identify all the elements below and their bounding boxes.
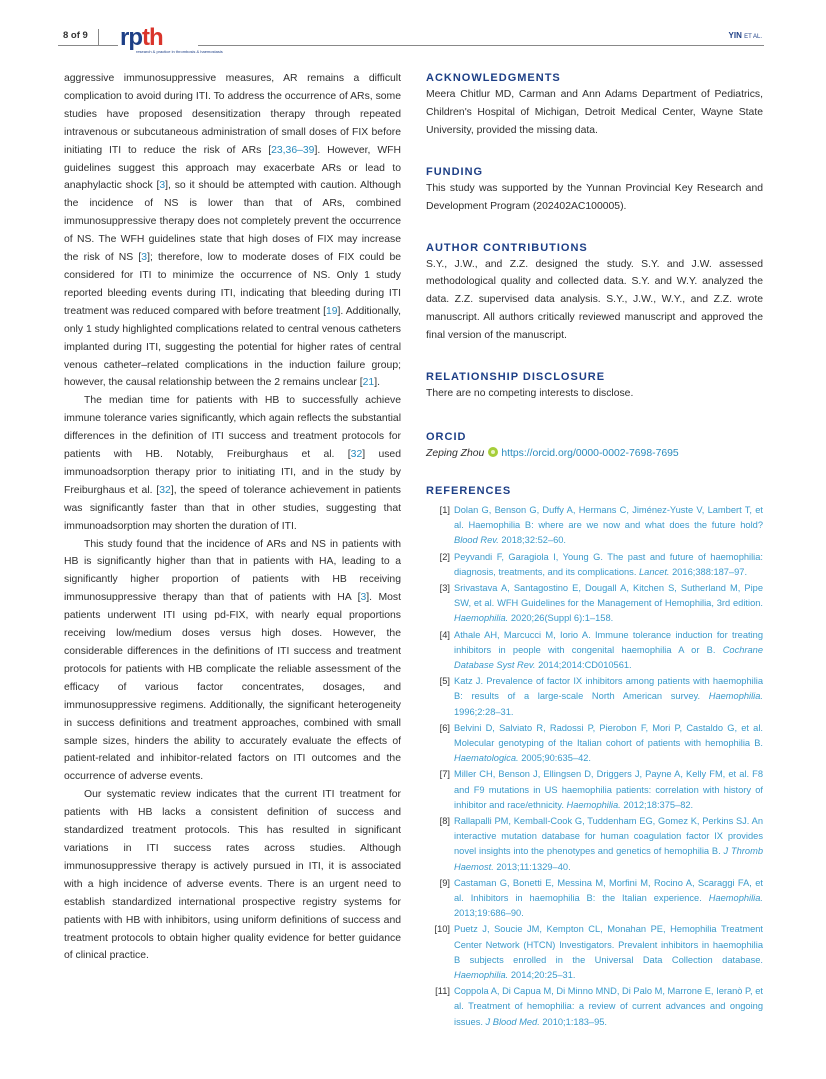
acknowledgments-section bbox=[426, 70, 763, 140]
reference-details: 2013;11:1329–40. bbox=[493, 861, 571, 872]
page-number: 8 of 9 bbox=[63, 30, 88, 41]
reference-text: Athale AH, Marcucci M, Iorio A. Immune tolerance induction for treating inhibitors in people with congenital haemophilia A or B. bbox=[454, 629, 763, 655]
reference-item[interactable] bbox=[426, 503, 763, 549]
paragraph-text: ]. Most patients underwent ITI using pd-FIX, with nearly equal proportions receiving low/medium doses versus high doses. However, the considerable differences in the definitions of ITI success and treatment protocols for patients with HB complicate the reliable assessment of the efficacy of various factor concentrates, dosages, and immunosuppressive regimens. Additionally, the significant heterogeneity in success definitions and treatment approaches, combined with small sample sizes, hinders the ability to accurately evaluate the effects of patient-related and inhibitor-related factors on ITI outcomes and the occurrence of adverse events. bbox=[64, 592, 401, 783]
section-heading: ORCID bbox=[426, 430, 467, 443]
section-heading: ACKNOWLEDGMENTS bbox=[426, 72, 561, 84]
reference-item[interactable] bbox=[426, 674, 763, 720]
reference-details: 2018;32:52–60. bbox=[498, 535, 567, 546]
page-header bbox=[0, 0, 826, 70]
paragraph-text: Our systematic review indicates that the current ITI treatment for patients with HB lacks a consistent definition of success and standardized treatment protocols. This has resulted in significant variations in ITI success rates across studies. Although immunosuppressive therapy is actively pursued in ITI, it is associated with a high incidence of adverse events. There is an urgent need to establish standardized international prospective registry systems for patients with HB with inhibitors, using uniform definitions of success and treatment protocols to obtain higher quality evidence for better guidance of clinical practice. bbox=[64, 789, 401, 962]
reference-details: 2014;20:25–31. bbox=[508, 970, 576, 981]
reference-item[interactable] bbox=[426, 984, 763, 1030]
section-heading: FUNDING bbox=[426, 165, 484, 178]
reference-journal: Haemophilia. bbox=[454, 613, 509, 624]
left-column bbox=[64, 70, 401, 965]
running-head bbox=[729, 31, 762, 40]
reference-number: [9] bbox=[439, 877, 450, 888]
reference-journal: Blood Rev. bbox=[454, 535, 499, 546]
reference-number: [8] bbox=[439, 816, 450, 827]
reference-item[interactable] bbox=[426, 922, 763, 983]
paragraph-text: ], so it should be attempted with caution. Although the incidence of NS is lower than that of ARs, combined immunosuppressive therapy does not completely prevent the occurrence of NS. The WFH guidelines state that high doses of FIX may increase the risk of NS [ bbox=[64, 180, 401, 264]
reference-details: 2010;1:183–95. bbox=[539, 1016, 608, 1027]
orcid-icon bbox=[488, 447, 498, 457]
references-list bbox=[426, 503, 763, 1030]
reference-text: Katz J. Prevalence of factor IX inhibitors among patients with haemophilia B: results of a large-scale North American survey. bbox=[454, 676, 763, 702]
reference-details: 2012;18:375–82. bbox=[620, 799, 694, 810]
reference-journal: Haemophilia. bbox=[708, 691, 763, 702]
relationship-disclosure-section bbox=[426, 369, 763, 403]
reference-number: [10] bbox=[434, 924, 450, 935]
disclosure-text: There are no competing interests to disclose. bbox=[426, 388, 634, 400]
paragraph-text: ], the speed of tolerance achievement in patients was significantly faster than that in other studies, suggesting that immunoadsorption may shorten the duration of ITI. bbox=[64, 484, 401, 532]
reference-details: 2013;19:686–90. bbox=[454, 908, 524, 919]
header-rule-right bbox=[198, 45, 764, 46]
reference-text: Dolan G, Benson G, Duffy A, Hermans C, Jiménez-Yuste V, Lambert T, et al. Haemophilia B: where are we now and what does the future hold? bbox=[454, 504, 763, 531]
section-heading: REFERENCES bbox=[426, 484, 512, 497]
citation-link[interactable]: 21 bbox=[362, 377, 375, 389]
reference-details: 2014;2014:CD010561. bbox=[535, 660, 632, 670]
reference-text: Srivastava A, Santagostino E, Dougall A, Kitchen S, Sutherland M, Pipe SW, et al. WFH Guidelines for the Management of Hemophilia, 3rd edition. bbox=[454, 582, 763, 609]
reference-journal: Cochrane Database Syst Rev. bbox=[454, 644, 763, 670]
paragraph-text: ]. Additionally, only 1 study highlighted complications related to central venous catheters implanted during ITI, suggesting the potential for higher rates of central venous catheter–related complications in the induction failure group; however, the causal relationship between the 2 remains unclear [ bbox=[64, 305, 401, 389]
reference-journal: J Blood Med. bbox=[485, 1016, 540, 1027]
funding-section bbox=[426, 164, 763, 216]
running-head-author: YIN bbox=[728, 31, 742, 40]
reference-number: [4] bbox=[439, 629, 450, 640]
reference-text: Peyvandi F, Garagiola I, Young G. The past and future of haemophilia: diagnosis, treatments, and its complications. bbox=[454, 551, 763, 577]
orcid-author-name: Zeping Zhou bbox=[426, 447, 485, 459]
reference-text: Coppola A, Di Capua M, Di Minno MND, Di Palo M, Marrone E, Ieranò P, et al. Treatment of hemophilia: a review of current advances and ongoing issues. bbox=[454, 986, 763, 1027]
citation-link[interactable]: 32 bbox=[159, 484, 171, 496]
acknowledgments-text: Meera Chitlur MD, Carman and Ann Adams Department of Pediatrics, Children's Hospital of Michigan, Detroit Medical Center, Wayne State University, provided the missing data. bbox=[426, 89, 763, 136]
journal-logo bbox=[120, 26, 223, 54]
reference-number: [7] bbox=[439, 769, 450, 780]
reference-journal: Haemophilia. bbox=[708, 893, 763, 904]
reference-item[interactable] bbox=[426, 550, 763, 580]
header-separator bbox=[98, 29, 99, 45]
reference-journal: Haematologica. bbox=[454, 753, 519, 764]
reference-details: 1996;2:28–31. bbox=[454, 706, 514, 717]
author-contributions-text: S.Y., J.W., and Z.Z. designed the study. S.Y. and J.W. assessed methodological quality and collected data. S.Y. and W.Y. analyzed the data. Z.Z. supervised data analysis. S.Y., J.W., W.Y., and Z.Z. wrote manuscript. All authors critically reviewed manuscript and approved the final version of the manuscript. bbox=[426, 258, 763, 342]
author-contributions-section bbox=[426, 240, 763, 346]
paragraph-text: This study found that the incidence of ARs and NS in patients with HB is significantly higher than that in patients with HA, leading to a significantly higher proportion of patients with HB receiving immunosuppressive therapy than that of patients with HA [ bbox=[64, 538, 401, 604]
paragraph-text: ] used immunoadsorption therapy prior to initiating ITI, and in the study by Freiburghaus et al. [ bbox=[64, 449, 401, 496]
right-column bbox=[426, 70, 763, 1031]
reference-text: Rallapalli PM, Kemball-Cook G, Tuddenham EG, Gomez K, Perkins SJ. An interactive mutation database for human coagulation factor IX provides novel insights into the phenotypes and genetics of hemophilia B. bbox=[454, 816, 763, 857]
body-paragraph bbox=[64, 392, 401, 535]
reference-number: [3] bbox=[439, 582, 450, 593]
reference-journal: Haemophilia. bbox=[454, 970, 509, 981]
section-heading: RELATIONSHIP DISCLOSURE bbox=[426, 371, 606, 384]
citation-link[interactable]: 3 bbox=[360, 592, 367, 604]
reference-details: 2005;90:635–42. bbox=[518, 753, 591, 764]
reference-text: Castaman G, Bonetti E, Messina M, Morfini M, Rocino A, Scaraggi FA, et al. Inhibitors in haemophilia B: the Italian experience. bbox=[454, 877, 763, 904]
reference-details: 2020;26(Suppl 6):1–158. bbox=[508, 613, 614, 624]
reference-item[interactable] bbox=[426, 628, 763, 674]
paragraph-text: ]. However, WFH guidelines suggest this approach may exacerbate ARs or lead to anaphylactic shock [ bbox=[64, 144, 401, 192]
running-head-suffix: ET AL. bbox=[744, 34, 762, 40]
reference-item[interactable] bbox=[426, 814, 763, 875]
reference-journal: J Thromb Haemost. bbox=[454, 846, 763, 872]
orcid-entry bbox=[426, 445, 763, 463]
references-section bbox=[426, 483, 763, 1030]
paragraph-text: ]; therefore, low to moderate doses of FIX could be considered for ITI to minimize the occurrence of NS. Only 1 study reported bleeding events during ITI, indicating that bleeding during ITI treatment was reduced compared with before treatment [ bbox=[64, 252, 402, 317]
reference-journal: Haemophilia. bbox=[566, 799, 621, 810]
logo-text-th: th bbox=[142, 24, 163, 51]
reference-item[interactable] bbox=[426, 581, 763, 627]
reference-item[interactable] bbox=[426, 721, 763, 767]
body-paragraph bbox=[64, 536, 401, 787]
citation-link[interactable]: 32 bbox=[350, 449, 363, 461]
orcid-section bbox=[426, 429, 763, 463]
citation-link[interactable]: 3 bbox=[141, 252, 148, 264]
body-paragraph bbox=[64, 786, 401, 965]
orcid-link[interactable]: https://orcid.org/0000-0002-7698-7695 bbox=[501, 447, 679, 459]
reference-number: [1] bbox=[439, 504, 450, 515]
header-rule-left bbox=[58, 45, 118, 46]
funding-text: This study was supported by the Yunnan Provincial Key Research and Development Program (202402AC100005). bbox=[426, 182, 763, 212]
citation-link[interactable]: 19 bbox=[325, 305, 338, 317]
citation-link[interactable]: 3 bbox=[159, 180, 166, 192]
reference-number: [11] bbox=[435, 986, 450, 997]
reference-text: Belvini D, Salviato R, Radossi P, Pierobon F, Mori P, Castaldo G, et al. Molecular genotyping of the Italian cohort of patients with hemophilia B. bbox=[454, 722, 763, 749]
reference-item[interactable] bbox=[426, 876, 763, 922]
reference-text: Miller CH, Benson J, Ellingsen D, Driggers J, Payne A, Kelly FM, et al. F8 and F9 mutations in US haemophilia patients: correlation with history of inhibitor and race/ethnicity. bbox=[454, 769, 763, 810]
paragraph-text: aggressive immunosuppressive measures, AR remains a difficult complication to avoid during ITI. To address the occurrence of ARs, some studies have proposed desensitization therapy through repeated intravenous or subcutaneous administration of small doses of FIX before initiating ITI to reduce the risk of ARs [ bbox=[64, 73, 401, 156]
reference-details: 2016;388:187–97. bbox=[669, 566, 748, 577]
reference-journal: Lancet. bbox=[639, 566, 670, 577]
reference-item[interactable] bbox=[426, 767, 763, 813]
logo-subtitle: research & practice in thrombosis & haemostasis bbox=[136, 49, 223, 54]
paragraph-text: ]. bbox=[374, 377, 380, 389]
body-paragraph bbox=[64, 70, 401, 392]
reference-number: [6] bbox=[439, 722, 450, 733]
section-heading: AUTHOR CONTRIBUTIONS bbox=[426, 241, 588, 254]
reference-number: [5] bbox=[439, 676, 450, 687]
reference-number: [2] bbox=[439, 551, 450, 562]
reference-text: Puetz J, Soucie JM, Kempton CL, Monahan PE, Hemophilia Treatment Center Network (HTCN) Investigators. Prevalent inhibitors in haemophilia B subjects enrolled in the Universal Data Collection database. bbox=[454, 924, 763, 965]
paragraph-text: The median time for patients with HB to successfully achieve immune tolerance varies significantly, which again reflects the substantial differences in the definition of ITI success and treatment protocols for patients with HB. Notably, Freiburghaus et al. [ bbox=[64, 395, 401, 461]
citation-link[interactable]: 23,36–39 bbox=[271, 144, 315, 156]
logo-text-rp: rp bbox=[120, 24, 142, 51]
